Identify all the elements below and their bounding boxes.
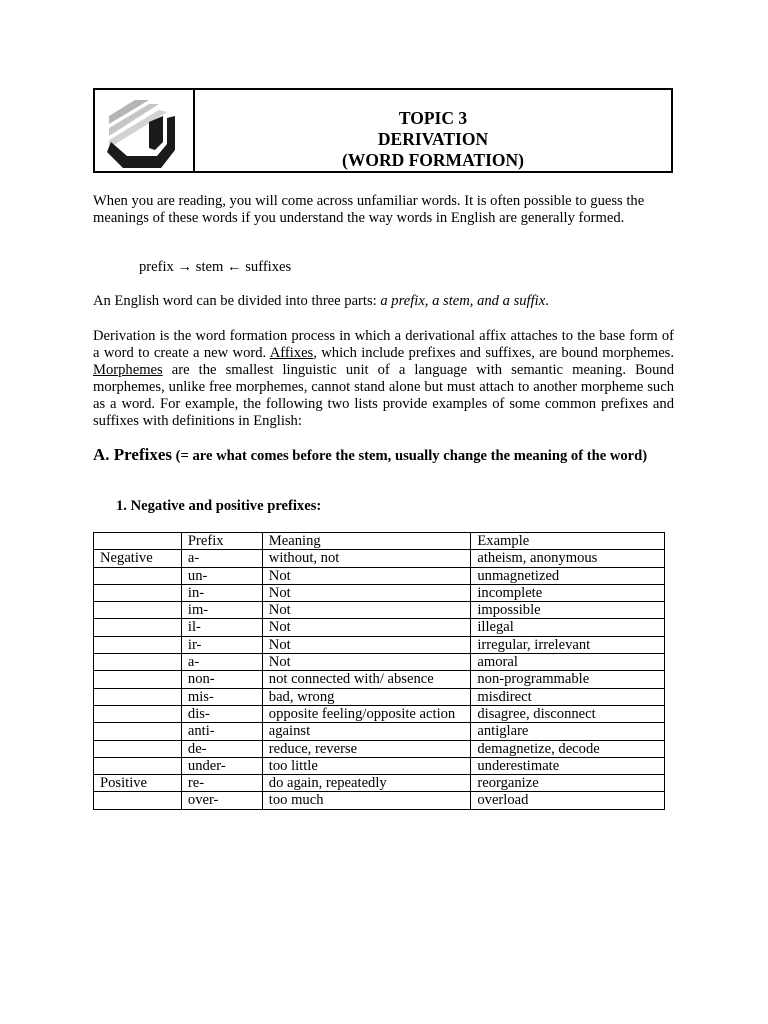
table-row	[94, 636, 665, 653]
table-header-row	[94, 533, 665, 550]
table-row	[94, 584, 665, 601]
column-header-prefix: Prefix	[181, 533, 262, 550]
table-row	[94, 550, 665, 567]
prefix-cell: dis-	[181, 705, 262, 722]
example-cell: antiglare	[471, 723, 665, 740]
category-cell	[94, 636, 182, 653]
category-cell	[94, 757, 182, 774]
title-line-derivation: DERIVATION	[377, 129, 489, 149]
meaning-cell: too little	[262, 757, 471, 774]
example-cell: reorganize	[471, 775, 665, 792]
section-a-letter: A.	[93, 445, 114, 464]
table-row	[94, 705, 665, 722]
word-parts-paragraph	[93, 293, 674, 310]
word-parts-formula	[139, 259, 291, 276]
example-cell: illegal	[471, 619, 665, 636]
prefix-cell: anti-	[181, 723, 262, 740]
category-cell	[94, 584, 182, 601]
formula-stem: stem	[195, 259, 224, 275]
meaning-cell: opposite feeling/opposite action	[262, 705, 471, 722]
topic-title	[195, 108, 671, 171]
example-cell: atheism, anonymous	[471, 550, 665, 567]
table-row	[94, 619, 665, 636]
table-row	[94, 567, 665, 584]
arrow-right-icon: →	[177, 259, 196, 275]
meaning-cell: bad, wrong	[262, 688, 471, 705]
table-row	[94, 792, 665, 809]
formula-prefix: prefix	[139, 259, 174, 275]
example-cell: underestimate	[471, 757, 665, 774]
prefix-cell: non-	[181, 671, 262, 688]
prefix-table	[93, 532, 665, 810]
affixes-term: Affixes	[269, 345, 314, 361]
meaning-cell: Not	[262, 584, 471, 601]
section-a-heading	[93, 446, 674, 465]
prefix-cell: re-	[181, 775, 262, 792]
section-a-note: (= are what comes before the stem, usually change the meaning of the word)	[172, 448, 648, 464]
table-row	[94, 671, 665, 688]
category-cell	[94, 654, 182, 671]
table-row	[94, 757, 665, 774]
example-cell: irregular, irrelevant	[471, 636, 665, 653]
parts-italic: a prefix, a stem, and a suffix	[380, 293, 546, 309]
category-cell	[94, 705, 182, 722]
column-header-category	[94, 533, 182, 550]
category-cell	[94, 567, 182, 584]
example-cell: demagnetize, decode	[471, 740, 665, 757]
meaning-cell: against	[262, 723, 471, 740]
parts-lead: An English word can be divided into three parts:	[93, 293, 381, 309]
topic-header-box	[93, 88, 673, 173]
meaning-cell: not connected with/ absence	[262, 671, 471, 688]
prefix-cell: ir-	[181, 636, 262, 653]
table-row	[94, 723, 665, 740]
prefix-cell: in-	[181, 584, 262, 601]
prefix-cell: under-	[181, 757, 262, 774]
arrow-left-icon: ←	[227, 259, 246, 275]
derivation-part2: , which include prefixes and suffixes, are bound morphemes.	[313, 345, 674, 361]
meaning-cell: Not	[262, 602, 471, 619]
morphemes-term: Morphemes	[93, 362, 163, 378]
column-header-meaning: Meaning	[262, 533, 471, 550]
prefix-cell: un-	[181, 567, 262, 584]
example-cell: incomplete	[471, 584, 665, 601]
category-cell: Positive	[94, 775, 182, 792]
table-row	[94, 740, 665, 757]
meaning-cell: Not	[262, 619, 471, 636]
derivation-paragraph	[93, 328, 674, 430]
meaning-cell: Not	[262, 567, 471, 584]
table-row	[94, 775, 665, 792]
table-row	[94, 654, 665, 671]
intro-paragraph: When you are reading, you will come across unfamiliar words. It is often possible to guess the meanings of these words if you understand the way words in English are generally formed.	[93, 193, 645, 226]
category-cell: Negative	[94, 550, 182, 567]
subsection-negative-positive: 1. Negative and positive prefixes:	[116, 498, 322, 514]
meaning-cell: reduce, reverse	[262, 740, 471, 757]
derivation-part3: are the smallest linguistic unit of a language with semantic meaning. Bound morphemes, unlike free morphemes, cannot stand alone but must attach to another morpheme such as a word. For example, the following two lists provide examples of some common prefixes and suffixes with definitions in English:	[93, 362, 674, 429]
parts-end: .	[545, 293, 549, 309]
example-cell: overload	[471, 792, 665, 809]
example-cell: unmagnetized	[471, 567, 665, 584]
category-cell	[94, 792, 182, 809]
prefix-cell: a-	[181, 550, 262, 567]
example-cell: impossible	[471, 602, 665, 619]
meaning-cell: do again, repeatedly	[262, 775, 471, 792]
prefix-cell: mis-	[181, 688, 262, 705]
meaning-cell: too much	[262, 792, 471, 809]
category-cell	[94, 671, 182, 688]
title-line-topic: TOPIC 3	[398, 108, 468, 128]
example-cell: misdirect	[471, 688, 665, 705]
prefix-cell: im-	[181, 602, 262, 619]
category-cell	[94, 602, 182, 619]
example-cell: amoral	[471, 654, 665, 671]
table-row	[94, 602, 665, 619]
prefix-cell: a-	[181, 654, 262, 671]
category-cell	[94, 619, 182, 636]
table-row	[94, 688, 665, 705]
category-cell	[94, 740, 182, 757]
prefix-cell: il-	[181, 619, 262, 636]
school-logo-icon	[105, 94, 177, 170]
column-header-example: Example	[471, 533, 665, 550]
example-cell: disagree, disconnect	[471, 705, 665, 722]
meaning-cell: without, not	[262, 550, 471, 567]
prefix-cell: de-	[181, 740, 262, 757]
derivation-part1: Derivation is the word formation process in which a derivational affix attaches to the base form of a word to create a new word.	[93, 328, 674, 361]
prefix-cell: over-	[181, 792, 262, 809]
category-cell	[94, 723, 182, 740]
category-cell	[94, 688, 182, 705]
formula-suffixes: suffixes	[245, 259, 292, 275]
meaning-cell: Not	[262, 636, 471, 653]
section-a-title: Prefixes	[113, 445, 172, 464]
title-line-word-formation: (WORD FORMATION)	[342, 150, 524, 170]
example-cell: non-programmable	[471, 671, 665, 688]
meaning-cell: Not	[262, 654, 471, 671]
